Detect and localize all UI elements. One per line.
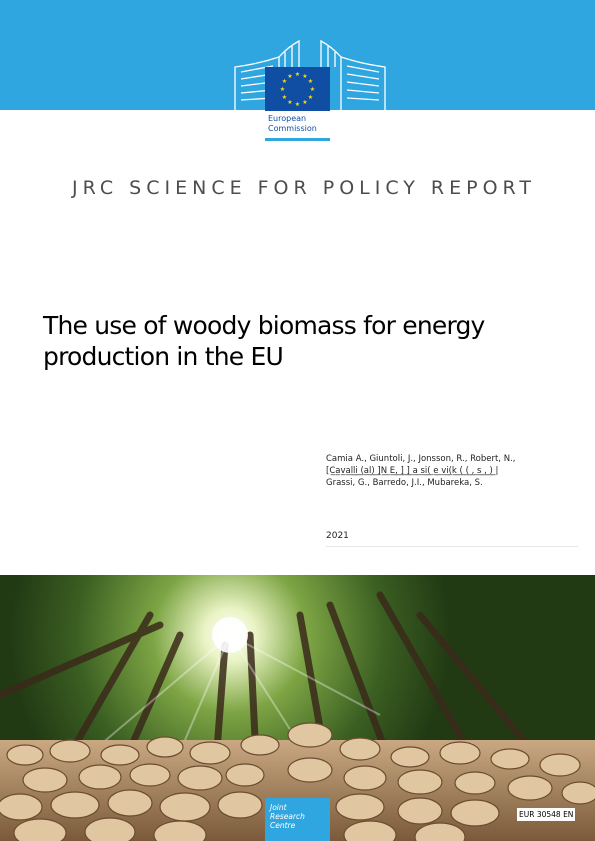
svg-text:★: ★ bbox=[307, 78, 314, 85]
svg-text:★: ★ bbox=[309, 86, 316, 93]
authors-block bbox=[326, 453, 595, 489]
svg-text:★: ★ bbox=[281, 78, 288, 85]
eu-stars-icon bbox=[265, 67, 330, 111]
ec-logo-line2: Commission bbox=[268, 124, 317, 133]
report-title bbox=[43, 310, 523, 372]
ec-logo-underline bbox=[265, 138, 330, 141]
jrc-logo bbox=[265, 798, 330, 841]
jrc-line-3: Centre bbox=[270, 821, 296, 830]
publication-year: 2021 bbox=[326, 531, 349, 541]
authors-line-3: Grassi, G., Barredo, J.I., Mubareka, S. bbox=[326, 478, 483, 488]
jrc-line-2: Research bbox=[270, 812, 305, 821]
authors-line-2: [C̲a̲v̲a̲l̲l̲i̲ ̲(̲a̲l̲)̲ ̲]̲N̲ ̲E̲,̲ ̲]̲ ̲]̲ ̲a̲ ̲s̲i̲(̲ ̲e̲ ̲v̲i̲(̲k̲ ̲(̲ ̲(̲ ̲,̲ ̲s̲ ̲,̲ ̲)̲ ̲| bbox=[326, 466, 499, 476]
svg-text:★: ★ bbox=[279, 86, 286, 93]
report-number: EUR 30548 EN bbox=[519, 810, 574, 819]
svg-text:★: ★ bbox=[302, 73, 308, 80]
series-label: JRC SCIENCE FOR POLICY REPORT bbox=[72, 177, 536, 199]
jrc-line-1: Joint bbox=[270, 803, 287, 812]
year-divider bbox=[326, 546, 578, 547]
svg-text:★: ★ bbox=[287, 99, 293, 106]
svg-text:★: ★ bbox=[287, 73, 293, 80]
title-line-2: production in the EU bbox=[43, 342, 283, 371]
svg-text:★: ★ bbox=[294, 71, 301, 78]
svg-text:★: ★ bbox=[307, 94, 314, 101]
svg-text:★: ★ bbox=[281, 94, 288, 101]
authors-line-1: Camia A., Giuntoli, J., Jonsson, R., Robert, N., bbox=[326, 454, 516, 464]
svg-text:★: ★ bbox=[294, 101, 301, 108]
ec-logo-text bbox=[268, 114, 317, 134]
title-line-1: The use of woody biomass for energy bbox=[43, 311, 485, 340]
ec-logo-line1: European bbox=[268, 114, 307, 123]
eu-flag bbox=[265, 67, 330, 111]
svg-text:★: ★ bbox=[302, 99, 308, 106]
